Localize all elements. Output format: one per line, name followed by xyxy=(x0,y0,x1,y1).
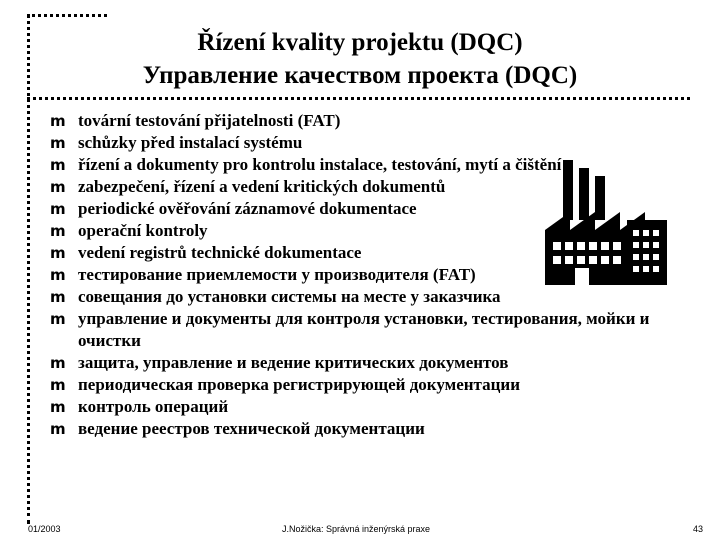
bullet-text: zabezpečení, řízení a vedení kritických dokumentů xyxy=(78,177,446,196)
footer-author: J.Nožička: Správná inženýrská praxe xyxy=(282,524,431,534)
bullet-item xyxy=(50,308,710,352)
bullet-text: operační kontroly xyxy=(78,221,208,240)
title-divider xyxy=(27,97,690,100)
bullet-text: контроль операций xyxy=(78,397,229,416)
bullet-marker: m xyxy=(50,112,66,130)
bullet-marker: m xyxy=(50,156,66,174)
bullet-item xyxy=(50,396,710,418)
bullet-item xyxy=(50,374,710,396)
factory-icon xyxy=(535,150,675,290)
bullet-item xyxy=(50,110,710,132)
bullet-marker: m xyxy=(50,376,66,394)
bullet-marker: m xyxy=(50,200,66,218)
slide-title-russian: Управление качеством проекта (DQC) xyxy=(142,62,578,89)
bullet-text: schůzky před instalací systému xyxy=(78,133,303,152)
bullet-text: ведение реестров технической документации xyxy=(78,419,425,438)
footer-date: 01/2003 xyxy=(28,524,61,534)
bullet-marker: m xyxy=(50,134,66,152)
bullet-item xyxy=(50,352,710,374)
bullet-text: управление и документы для контроля установки, тестирования, мойки и очистки xyxy=(78,309,650,350)
bullet-marker: m xyxy=(50,420,66,438)
bullet-marker: m xyxy=(50,354,66,372)
bullet-text: tovární testování přijatelnosti (FAT) xyxy=(78,111,341,130)
bullet-text: periodické ověřování záznamové dokumentace xyxy=(78,199,417,218)
bullet-marker: m xyxy=(50,244,66,262)
bullet-text: тестирование приемлемости у производителя (FAT) xyxy=(78,265,476,284)
bullet-marker: m xyxy=(50,310,66,328)
bullet-text: vedení registrů technické dokumentace xyxy=(78,243,362,262)
bullet-text: řízení a dokumenty pro kontrolu instalace, testování, mytí a čištění xyxy=(78,155,562,174)
bullet-marker: m xyxy=(50,222,66,240)
bullet-marker: m xyxy=(50,398,66,416)
bullet-marker: m xyxy=(50,266,66,284)
left-dotted-border xyxy=(27,14,30,524)
bullet-item xyxy=(50,418,710,440)
bullet-text: периодическая проверка регистрирующей документации xyxy=(78,375,520,394)
bullet-text: защита, управление и ведение критических документов xyxy=(78,353,509,372)
bullet-marker: m xyxy=(50,288,66,306)
bullet-marker: m xyxy=(50,178,66,196)
bullet-text: совещания до установки системы на месте у заказчика xyxy=(78,287,501,306)
slide-title-czech: Řízení kvality projektu (DQC) xyxy=(197,29,523,56)
footer-page-number: 43 xyxy=(693,524,704,534)
top-dotted-border xyxy=(27,14,107,17)
